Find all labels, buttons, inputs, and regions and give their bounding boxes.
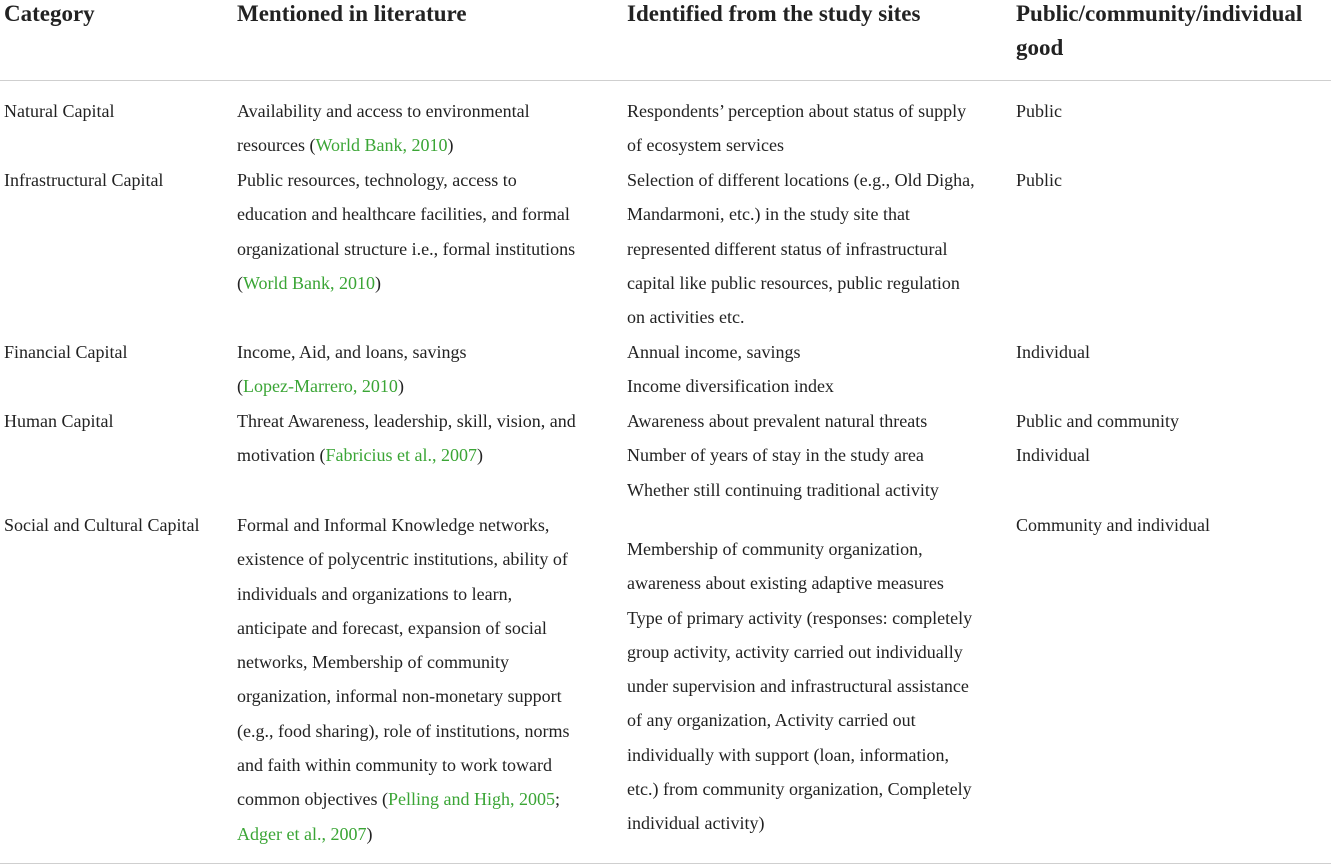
- header-literature: Mentioned in literature: [237, 1, 467, 26]
- row-financial-good: Individual: [1016, 342, 1090, 362]
- header-category: Category: [4, 1, 95, 26]
- citation-link[interactable]: World Bank, 2010: [243, 272, 376, 293]
- row-social-identified: Membership of community organization, awareness about existing adaptive measures Type of primary activity (responses: completely group activity, activity carried out individually under supervision and infrastructural assistance of any organization, Activity carried out individually with support (loan, information, etc.) from community organization, Completely individual activity): [627, 539, 973, 834]
- header-good: [1016, 0, 1302, 65]
- table-bottom-rule: [0, 863, 1331, 864]
- row-human-category: Human Capital: [4, 411, 114, 431]
- row-natural-good: Public: [1016, 101, 1063, 121]
- row-human-identified: Awareness about prevalent natural threats Number of years of stay in the study area Whether still continuing traditional activity: [627, 411, 939, 500]
- row-financial-literature: Income, Aid, and loans, savings (Lopez-Marrero, 2010): [237, 342, 467, 397]
- row-infrastructural-identified: Selection of different locations (e.g., Old Digha, Mandarmoni, etc.) in the study site that represented different status of infrastructural capital like public resources, public regulation on activities etc.: [627, 170, 975, 328]
- citation-link[interactable]: Lopez-Marrero, 2010: [243, 376, 398, 397]
- header-good-line2: good: [1016, 35, 1064, 60]
- row-human-good: Public and community Individual: [1016, 411, 1179, 466]
- row-natural-category: Natural Capital: [4, 101, 115, 121]
- header-identified: Identified from the study sites: [627, 1, 921, 26]
- row-social-literature: Formal and Informal Knowledge networks, existence of polycentric institutions, ability of individuals and organizations to learn, anticipate and forecast, expansion of social networks, Membership of community organization, informal non-monetary support (e.g., food sharing), role of institutions, norms and faith within community to work toward common objectives (Pelling and High, 2005; Adger et al., 2007): [237, 515, 570, 844]
- row-infrastructural-category: Infrastructural Capital: [4, 170, 164, 190]
- row-natural-literature: Availability and access to environmental resources (World Bank, 2010): [237, 101, 530, 156]
- table-header: [0, 0, 1331, 81]
- row-natural-identified: Respondents’ perception about status of supply of ecosystem services: [627, 101, 967, 156]
- row-infrastructural-good: Public: [1016, 170, 1063, 190]
- row-social-category: Social and Cultural Capital: [4, 515, 200, 535]
- citation-link[interactable]: Fabricius et al., 2007: [325, 445, 477, 466]
- citation-link[interactable]: Adger et al., 2007: [237, 823, 367, 844]
- header-good-line1: Public/community/individual: [1016, 1, 1303, 26]
- row-infrastructural-literature: Public resources, technology, access to education and healthcare facilities, and formal organizational structure i.e., formal institutions (World Bank, 2010): [237, 170, 576, 293]
- row-social-good: Community and individual: [1016, 515, 1210, 535]
- row-human-literature: Threat Awareness, leadership, skill, vision, and motivation (Fabricius et al., 2007): [237, 411, 576, 466]
- row-financial-category: Financial Capital: [4, 342, 128, 362]
- citation-link[interactable]: Pelling and High, 2005: [387, 789, 555, 810]
- row-financial-identified: Annual income, savings Income diversification index: [627, 342, 834, 397]
- citation-link[interactable]: World Bank, 2010: [315, 135, 448, 156]
